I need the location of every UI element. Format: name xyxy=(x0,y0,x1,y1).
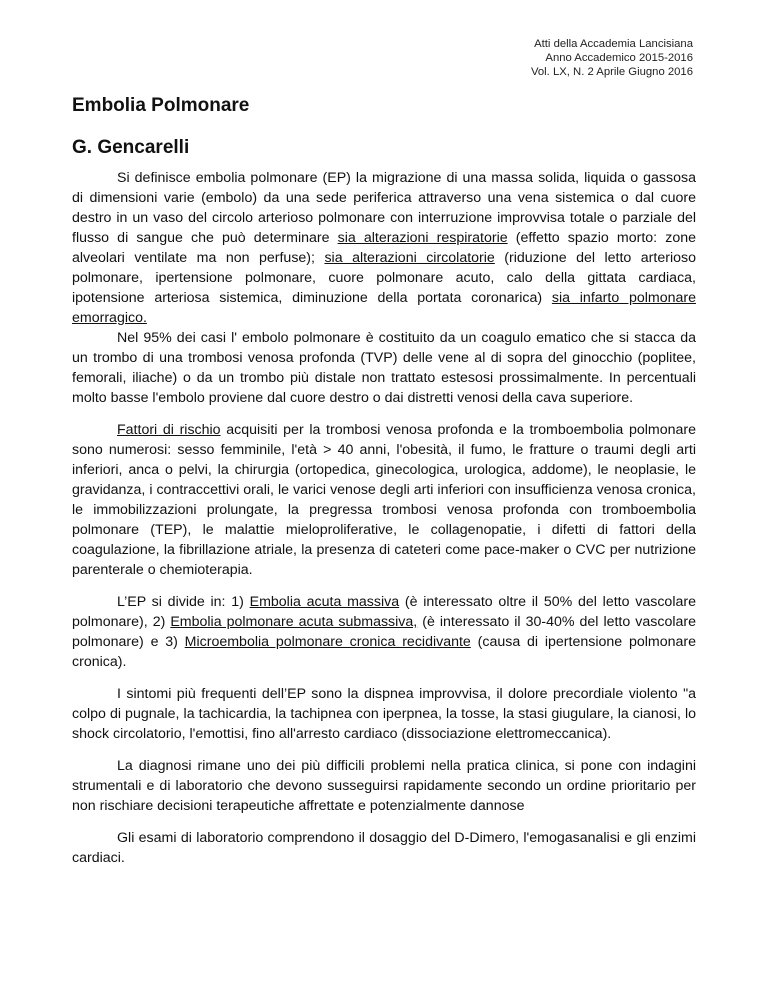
text-run: acquisiti per la trombosi venosa profonda e la tromboembolia polmonare sono numerosi: sesso femminile, l'età > 40 anni, l'obesità, il fumo, le fratture o traumi degli arti inferiori, anca o pelvi, la chirurgia (ortopedica, ginecologica, urologica, addome), le neoplasie, le gravidanza, i contraccettivi orali, le varici venose degli arti inferiori con insufficienza venosa cronica, le immobilizzazioni prolungate, la pregressa trombosi venosa profonda con tromboembolia polmonare (TEP), le malattie mieloproliferative, le collagenopatie, i difetti di fattori della coagulazione, la fibrillazione atriale, la presenza di cateteri come pace-maker o CVC per nutrizione parenterale o chemioterapia. xyxy=(72,422,696,578)
paragraph-origin: Nel 95% dei casi l' embolo polmonare è costituito da un coagulo ematico che si stacca da un trombo di una trombosi venosa profonda (TVP) delle vene al di sopra del ginocchio (poplitee, femorali, iliache) o da un trombo più distale non trattato estesosi prossimalmente. In percentuali molto basse l'embolo proviene dal cuore destro o dai distretti venosi della cava superiore. xyxy=(72,330,696,406)
journal-header xyxy=(531,37,693,79)
article-body xyxy=(72,168,696,868)
paragraph-diagnosis: La diagnosi rimane uno dei più difficili problemi nella pratica clinica, si pone con indagini strumentali e di laboratorio che devono susseguirsi rapidamente secondo un ordine prioritario per non rischiare decisioni terapeutiche affrettate e potenzialmente dannose xyxy=(72,758,696,814)
text-run: Si definisce embolia polmonare (EP) la migrazione di una massa solida, liquida o gassosa di dimensioni varie (embolo) da una sede periferica attraverso una vena sistemica o dal cuore destro in un vaso del circolo arterioso polmonare con interruzione improvvisa totale o parziale del flusso di sangue che può determinare xyxy=(72,170,696,246)
paragraph-definition xyxy=(72,168,696,328)
paragraph-symptoms: I sintomi più frequenti dell’EP sono la dispnea improvvisa, il dolore precordiale violento "a colpo di pugnale, la tachicardia, la tachipnea con iperpnea, la tosse, la stasi giugulare, la cianosi, lo shock circolatorio, l'emottisi, fino all'arresto cardiaco (dissociazione elettromeccanica). xyxy=(72,686,696,742)
header-volume: Vol. LX, N. 2 Aprile Giugno 2016 xyxy=(530,66,693,78)
text-run: (riduzione del letto arterioso polmonare, ipertensione polmonare, cuore polmonare acuto, calo della gittata cardiaca, ipotensione arteriosa sistemica, diminuzione della portata coronarica) xyxy=(72,250,696,306)
underlined-text: Fattori di rischio xyxy=(117,422,221,438)
underlined-text: sia alterazioni circolatorie xyxy=(324,250,495,266)
paragraph-lab-tests: Gli esami di laboratorio comprendono il dosaggio del D-Dimero, l'emogasanalisi e gli enzimi cardiaci. xyxy=(72,830,696,866)
text-run: (effetto spazio morto: zone alveolari ventilate ma non perfuse); xyxy=(72,230,697,266)
text-run: (è interessato oltre il 50% del letto vascolare polmonare), 2) xyxy=(72,594,696,630)
underlined-text: sia infarto polmonare emorragico. xyxy=(72,290,696,326)
article-title: Embolia Polmonare xyxy=(72,95,250,116)
underlined-text: sia alterazioni respiratorie xyxy=(337,230,508,246)
text-run: L’EP si divide in: 1) xyxy=(117,594,250,610)
text-run: (è interessato il 30-40% del letto vascolare polmonare) e 3) xyxy=(72,614,696,650)
underlined-text: Microembolia polmonare cronica recidivante xyxy=(184,634,471,650)
underlined-text: Embolia polmonare acuta submassiva, xyxy=(170,614,418,630)
paragraph-classification xyxy=(72,592,696,672)
text-run: (causa di ipertensione polmonare cronica). xyxy=(72,634,696,670)
article-author: G. Gencarelli xyxy=(72,137,190,158)
header-academic-year: Anno Accademico 2015-2016 xyxy=(545,52,693,64)
paragraph-risk-factors xyxy=(72,420,696,580)
header-journal-name: Atti della Accademia Lancisiana xyxy=(534,38,693,50)
underlined-text: Embolia acuta massiva xyxy=(249,594,400,610)
